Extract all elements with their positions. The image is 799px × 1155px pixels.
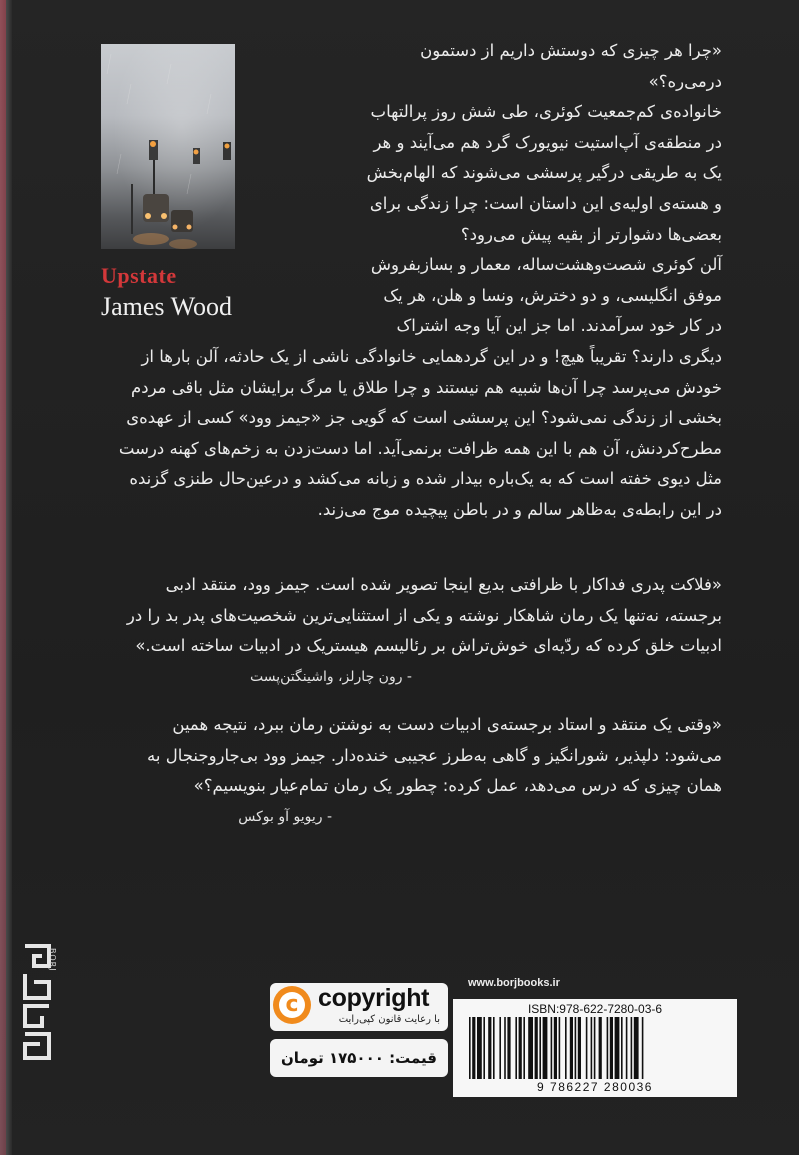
isbn-text: ISBN:978-622-7280-03-6 [527, 1002, 663, 1016]
spine-edge [0, 0, 12, 1155]
quote-line: همان چیزی که درس می‌دهد، عمل کرده: چطور یک رمان تمام‌عیار بنویسیم؟» [193, 776, 722, 796]
blurb-line: موفق انگلیسی، و دو دخترش، ونسا و هلن، هر یک [383, 285, 722, 305]
copyright-icon [273, 986, 311, 1024]
blurb-line: خودش می‌پرسد چرا آن‌ها شبیه هم نیستند و چرا طلاق یا مرگ برایشان مثل باقی مردم [131, 377, 722, 397]
barcode-icon [459, 1017, 731, 1079]
blurb-line: مثل دیوی خفته است که به یک‌باره بیدار شده و زبانه می‌کشد و درعین‌حال طنزی گزنده [129, 469, 722, 489]
review-quote-2 [147, 710, 722, 832]
copyright-symbol: c [279, 992, 305, 1018]
spine-accent [0, 0, 6, 1155]
blurb-line: بعضی‌ها دشوارتر از بقیه پیش می‌رود؟ [460, 224, 722, 244]
publisher-website: www.borjbooks.ir [468, 977, 560, 989]
quote-line: ادبیات خلق کرده که ردّیه‌ای خوش‌تراش بر رئالیسم هیستریک در ادبیات ساخته است.» [135, 636, 722, 656]
publisher-logo-label: BORJ [48, 948, 57, 972]
price-tag: قیمت: ۱۷۵۰۰۰ تومان [270, 1039, 448, 1077]
blurb-line: در این رابطه‌ی به‌ظاهر سالم و در باطن پیچیده موج می‌زند. [317, 499, 722, 519]
blurb-line: در کار خود سرآمدند. اما جز این آیا وجه اشتراک [396, 316, 722, 336]
quote-source: - ریویو آو بوکس [238, 808, 332, 825]
copyright-word: copyright [318, 984, 430, 1012]
quote-line: «فلاکت پدری فداکار با ظرافتی بدیع اینجا تصویر شده است. جیمز وود، منتقد ادبی [165, 575, 722, 594]
blurb-line: بخشی از زندگی نمی‌شود؟ این پرسشی است که گویی جز «جیمز وود» کسی از عهده‌ی [126, 408, 722, 428]
ean-number: 9 786227 280036 [537, 1080, 653, 1094]
blurb-line: آلن کوئری شصت‌وهشت‌ساله، معمار و بسازبفروش [370, 255, 722, 275]
quote-line: برجسته، نه‌تنها یک رمان شاهکار نوشته و یکی از استثنایی‌ترین شخصیت‌های پدر بد را در [126, 605, 722, 625]
barcode-label [453, 999, 737, 1097]
author-name: James Wood [101, 292, 233, 321]
blurb-line: «چرا هر چیزی که دوستش داریم از دستمون [420, 41, 722, 60]
blurb-line: مطرح‌کردنش، آن هم با این همه ظرافت برنمی‌آید. اما دست‌زدن به زخم‌های کهنه درست [118, 438, 722, 458]
blurb-line: و هسته‌ی اولیه‌ی این داستان است: چرا زندگی برای [369, 193, 722, 213]
book-blurb [119, 36, 722, 526]
quote-source: - رون چارلز، واشینگتن‌پست [250, 668, 412, 685]
quote-line: می‌شود: دلپذیر، شورانگیز و گاهی به‌طرز عجیبی خنده‌دار. جیمز وود بی‌جاروجنجال به [147, 745, 722, 765]
blurb-line: درمی‌ره؟» [648, 71, 722, 91]
blurb-line: در منطقه‌ی آپ‌استیت نیویورک گرد هم می‌آیند و هر [373, 132, 722, 152]
book-title: Upstate [101, 263, 177, 288]
review-quote-1 [127, 570, 722, 692]
blurb-line: خانواده‌ی کم‌جمعیت کوئری، طی شش روز پرالتهاب [370, 102, 722, 122]
blurb-line: دیگری دارند؟ تقریباً هیچ! و در این گردهمایی خانوادگی ناشی از یک حادثه، آلن بارها از [141, 346, 722, 366]
blurb-line: یک به طریقی درگیر پرسشی می‌شوند که الهام‌بخش [366, 163, 722, 183]
copyright-badge [270, 983, 448, 1031]
copyright-subtitle: با رعایت قانون کپی‌رایت [338, 1014, 440, 1025]
quote-line: «وقتی یک منتقد و استاد برجسته‌ی ادبیات دست به نوشتن رمان ببرد، نتیجه همین [172, 715, 722, 734]
